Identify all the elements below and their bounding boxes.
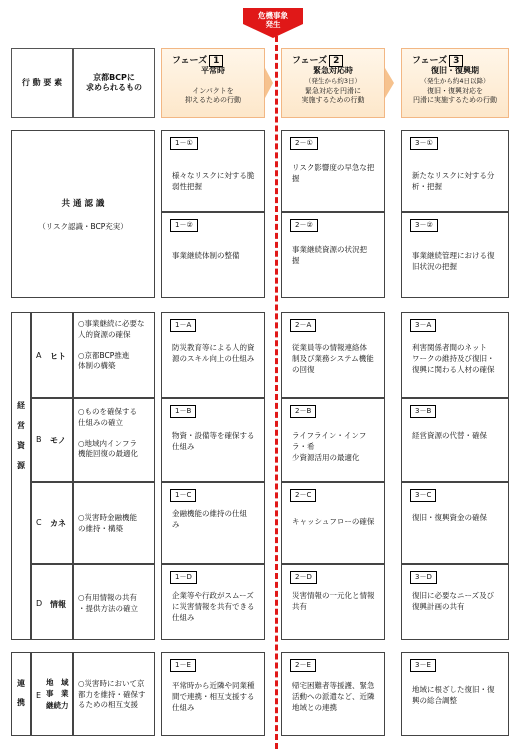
cell-1-e [161,652,265,736]
cell-3-a [401,312,509,398]
resource-c-key: C [36,518,42,527]
header-col1-text: 行 動 要 素 [21,78,63,88]
cell-2-1 [281,130,385,212]
phase-3-name: 復旧・復興期 [431,66,479,75]
cell-label: 1－B [170,405,196,418]
cell-2-d [281,564,385,640]
cell-3-1 [401,130,509,212]
cell-text: 復旧に必要なニーズ及び 復興計画の共有 [412,591,495,611]
cell-3-b [401,398,509,482]
resource-d-needs: ○有用情報の共有 ・提供方法の確立 [73,564,155,640]
resource-c-needs: ○災害時金融機能 の維持・構築 [73,482,155,564]
cell-label: 1－① [170,137,198,150]
regional-needs: ○災害時において京 都力を維持・確保す るための相互支援 [73,652,155,736]
cell-label: 3－B [410,405,436,418]
resource-d-key: D [36,599,43,608]
resource-d-name: 情報 [50,600,66,609]
resource-a-key: A [36,351,42,360]
management-resources-group [11,312,31,640]
cell-text: キャッシュフローの確保 [292,517,375,526]
regional-name-cell [31,652,73,736]
cell-2-c [281,482,385,564]
phase-arrow-2 [385,48,399,118]
resource-a-name: ヒト [50,352,66,361]
resource-b-name-cell [31,398,73,482]
cell-1-2 [161,212,265,298]
phase-2-period: （発生から約3日） [304,77,362,85]
cell-3-e [401,652,509,736]
phase-1-label: フェーズ [172,56,208,66]
cell-text: 利害関係者間のネット ワークの維持及び復旧・ 復興に関わる人材の確保 [412,343,495,374]
cell-1-d [161,564,265,640]
cell-text: 新たなリスクに対する分 析・把握 [412,171,495,191]
cell-1-a [161,312,265,398]
common-recognition-label [11,130,155,298]
cell-label: 3－D [410,571,437,584]
cell-text: 災害情報の一元化と情報 共有 [292,591,375,611]
resource-c-name: カネ [50,519,66,528]
cell-text: 防災教育等による人的資 源のスキル向上の仕組み [172,343,255,363]
cell-1-b [161,398,265,482]
resource-c-name-cell [31,482,73,564]
cell-1-c [161,482,265,564]
phase-2-header [281,48,385,118]
cell-text: 地域に根ざした復旧・復 興の総合調整 [412,685,495,705]
cell-3-2 [401,212,509,298]
cell-label: 3－C [410,489,436,502]
resource-a-name-cell [31,312,73,398]
header-action-elements [11,48,73,118]
header-kyoto-bcp-requirements [73,48,155,118]
regional-collaboration-group [11,652,31,736]
phase-3-period: （発生から約4日以降） [420,77,490,85]
cell-text: 事業継続管理における復 旧状況の把握 [412,251,495,271]
cell-label: 1－C [170,489,196,502]
cell-label: 2－① [290,137,318,150]
cell-2-2 [281,212,385,298]
cell-text: 従業員等の情報連絡体 制及び業務システム機能 の回復 [292,343,374,374]
cell-text: 金融機能の維持の仕組 み [172,509,247,529]
cell-label: 2－② [290,219,318,232]
phase-2-name: 緊急対応時 [313,66,353,75]
cell-text: 事業継続体制の整備 [172,251,240,260]
cell-3-c [401,482,509,564]
crisis-dashed-line [275,36,278,749]
phase-3-label: フェーズ [412,56,448,66]
cell-text: 物資・設備等を確保する 仕組み [172,431,255,451]
crisis-marker-label: 危機事象 発生 [258,11,288,29]
resource-a-needs: ○事業継続に必要な 人的資源の確保 ○京都BCP推進 体制の構築 [73,312,155,398]
phase-2-number: 2 [329,55,343,67]
cell-label: 3－E [410,659,436,672]
cell-label: 1－E [170,659,196,672]
phase-2-desc: 緊急対応を円滑に 実施するための行動 [301,87,365,105]
resource-b-needs: ○ものを確保する 仕組みの確立 ○地域内インフラ 機能回復の最適化 [73,398,155,482]
cell-label: 3－A [410,319,436,332]
cell-label: 3－② [410,219,438,232]
cell-label: 2－A [290,319,316,332]
cell-label: 2－E [290,659,316,672]
cell-label: 2－D [290,571,317,584]
common-subtitle: （リスク認識・BCP充実） [38,222,128,231]
regional-key: E [36,691,42,700]
cell-text: 帰宅困難者等援護、緊急 活動への派遣など、近隣 地域との連携 [292,681,375,712]
phase-1-header [161,48,265,118]
cell-text: ライフライン・インフラ・希 少資源活用の最適化 [292,431,367,462]
cell-text: 経営資源の代替・確保 [412,431,487,440]
resource-b-key: B [36,435,42,444]
cell-text: 平常時から近隣や同業種 間で連携・相互支援する 仕組み [172,681,255,712]
phase-3-desc: 復旧・復興対応を 円滑に実施するための行動 [413,87,497,105]
cell-label: 1－② [170,219,198,232]
cell-1-1 [161,130,265,212]
cell-label: 1－A [170,319,196,332]
phase-3-number: 3 [449,55,463,67]
common-title: 共 通 認 識 [61,199,105,209]
group-label: 経 営 資 源 [17,401,25,470]
cell-label: 2－B [290,405,316,418]
cell-text: 企業等や行政がスムーズ に災害情報を共有できる 仕組み [172,591,255,622]
resource-b-name: モノ [50,436,66,445]
cell-label: 2－C [290,489,316,502]
phase-2-label: フェーズ [292,56,328,66]
cell-label: 3－① [410,137,438,150]
cell-2-a [281,312,385,398]
cell-3-d [401,564,509,640]
cell-text: 復旧・復興資金の確保 [412,513,487,522]
cell-text: 事業継続資源の状況把 握 [292,245,367,265]
cell-2-e [281,652,385,736]
cell-text: 様々なリスクに対する脆 弱性把握 [172,171,255,191]
phase-1-number: 1 [209,55,223,67]
cell-text: リスク影響度の早急な把 握 [292,163,375,183]
cell-label: 1－D [170,571,197,584]
header-col2-text: 京都BCPに 求められるもの [86,73,142,92]
phase-3-header [401,48,509,118]
phase-1-name: 平常時 [201,66,225,75]
resource-d-name-cell [31,564,73,640]
regional-outer-label: 連 携 [17,679,25,708]
phase-1-desc: インパクトを 抑えるための行動 [185,87,241,105]
regional-name: 地 域 事 業 継続力 [46,678,69,710]
cell-2-b [281,398,385,482]
